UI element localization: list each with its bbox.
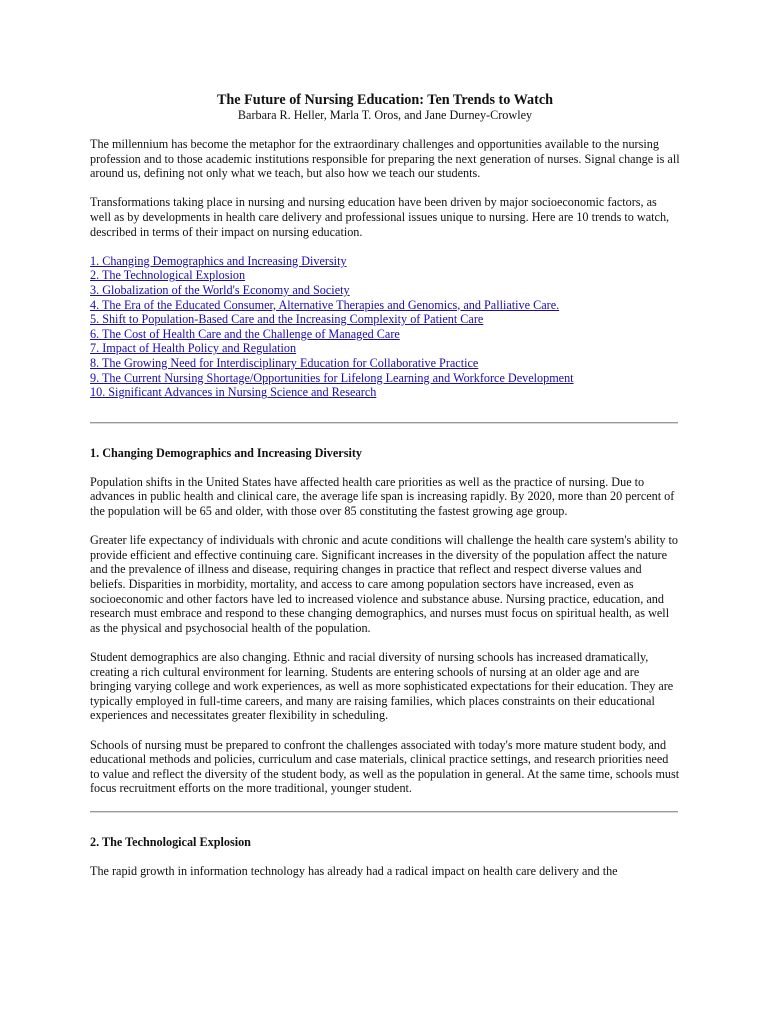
toc-link-4[interactable]: 4. The Era of the Educated Consumer, Alternative Therapies and Genomics, and Palliative Care. (90, 297, 560, 312)
toc-item (90, 371, 680, 386)
section-divider (90, 811, 678, 813)
document-page (90, 92, 680, 893)
toc-link-2[interactable]: 2. The Technological Explosion (90, 268, 246, 283)
toc-item (90, 254, 680, 269)
section-heading: 1. Changing Demographics and Increasing Diversity (90, 445, 362, 460)
toc-item (90, 298, 680, 313)
toc-link-6[interactable]: 6. The Cost of Health Care and the Challenge of Managed Care (90, 326, 400, 341)
toc-item (90, 356, 680, 371)
table-of-contents (90, 254, 680, 400)
toc-link-9[interactable]: 9. The Current Nursing Shortage/Opportunities for Lifelong Learning and Workforce Development (90, 370, 574, 385)
toc-item (90, 268, 680, 283)
toc-item (90, 327, 680, 342)
intro-paragraph: The millennium has become the metaphor for the extraordinary challenges and opportunities available to the nursing profession and to those academic institutions responsible for preparing the next generation of nurses. Signal change is all around us, defining not only what we teach, but also how we teach our students. (90, 137, 680, 181)
body-paragraph: Student demographics are also changing. Ethnic and racial diversity of nursing schools has increased dramatically, creating a rich cultural environment for learning. Students are entering schools of nursing at an older age and are bringing varying college and work experiences, as well as more sophisticated expectations for their education. They are typically employed in full-time careers, and many are raising families, which places constraints on their educational experiences and necessitates greater flexibility in scheduling. (90, 650, 674, 723)
section-heading: 2. The Technological Explosion (90, 834, 251, 849)
toc-link-8[interactable]: 8. The Growing Need for Interdisciplinary Education for Collaborative Practice (90, 355, 479, 370)
toc-item (90, 341, 680, 356)
document-authors: Barbara R. Heller, Marla T. Oros, and Jane Durney-Crowley (237, 108, 533, 122)
document-title: The Future of Nursing Education: Ten Trends to Watch (216, 92, 554, 108)
toc-item (90, 385, 680, 400)
toc-link-10[interactable]: 10. Significant Advances in Nursing Science and Research (90, 385, 377, 400)
body-paragraph: The rapid growth in information technology has already had a radical impact on health care delivery and the (90, 863, 618, 878)
body-paragraph: Schools of nursing must be prepared to confront the challenges associated with today's more mature student body, and educational methods and policies, curriculum and case materials, clinical practice settings, and research priorities need to value and reflect the diversity of the student body, as well as the population in general. At the same time, schools must focus recruitment efforts on the more traditional, younger student. (90, 737, 680, 796)
toc-link-5[interactable]: 5. Shift to Population-Based Care and the Increasing Complexity of Patient Care (90, 312, 484, 327)
body-paragraph: Greater life expectancy of individuals with chronic and acute conditions will challenge the health care system's ability to provide efficient and effective continuing care. Significant increases in the diversity of the population affect the nature and the prevalence of illness and disease, requiring changes in practice that reflect and respect diverse values and beliefs. Disparities in morbidity, mortality, and access to care among population sectors have increased, even as socioeconomic and other factors have led to increased violence and substance abuse. Nursing practice, education, and research must embrace and respond to these changing demographics, and nurses must focus on spiritual health, as well as the physical and psychosocial health of the population. (90, 533, 679, 635)
body-paragraph: Population shifts in the United States have affected health care priorities as well as the practice of nursing. Due to advances in public health and clinical care, the average life span is increasing rapidly. By 2020, more than 20 percent of the population will be 65 and older, with those over 85 constituting the fastest growing age group. (90, 474, 675, 519)
intro-paragraph: Transformations taking place in nursing and nursing education have been driven by major socioeconomic factors, as well as by developments in health care delivery and professional issues unique to nursing. Here are 10 trends to watch, described in terms of their impact on nursing education. (90, 195, 670, 239)
toc-link-3[interactable]: 3. Globalization of the World's Economy and Society (90, 282, 350, 297)
toc-link-7[interactable]: 7. Impact of Health Policy and Regulation (90, 341, 297, 356)
toc-link-1[interactable]: 1. Changing Demographics and Increasing Diversity (90, 253, 347, 268)
section-divider (90, 422, 678, 424)
toc-item (90, 312, 680, 327)
toc-item (90, 283, 680, 298)
